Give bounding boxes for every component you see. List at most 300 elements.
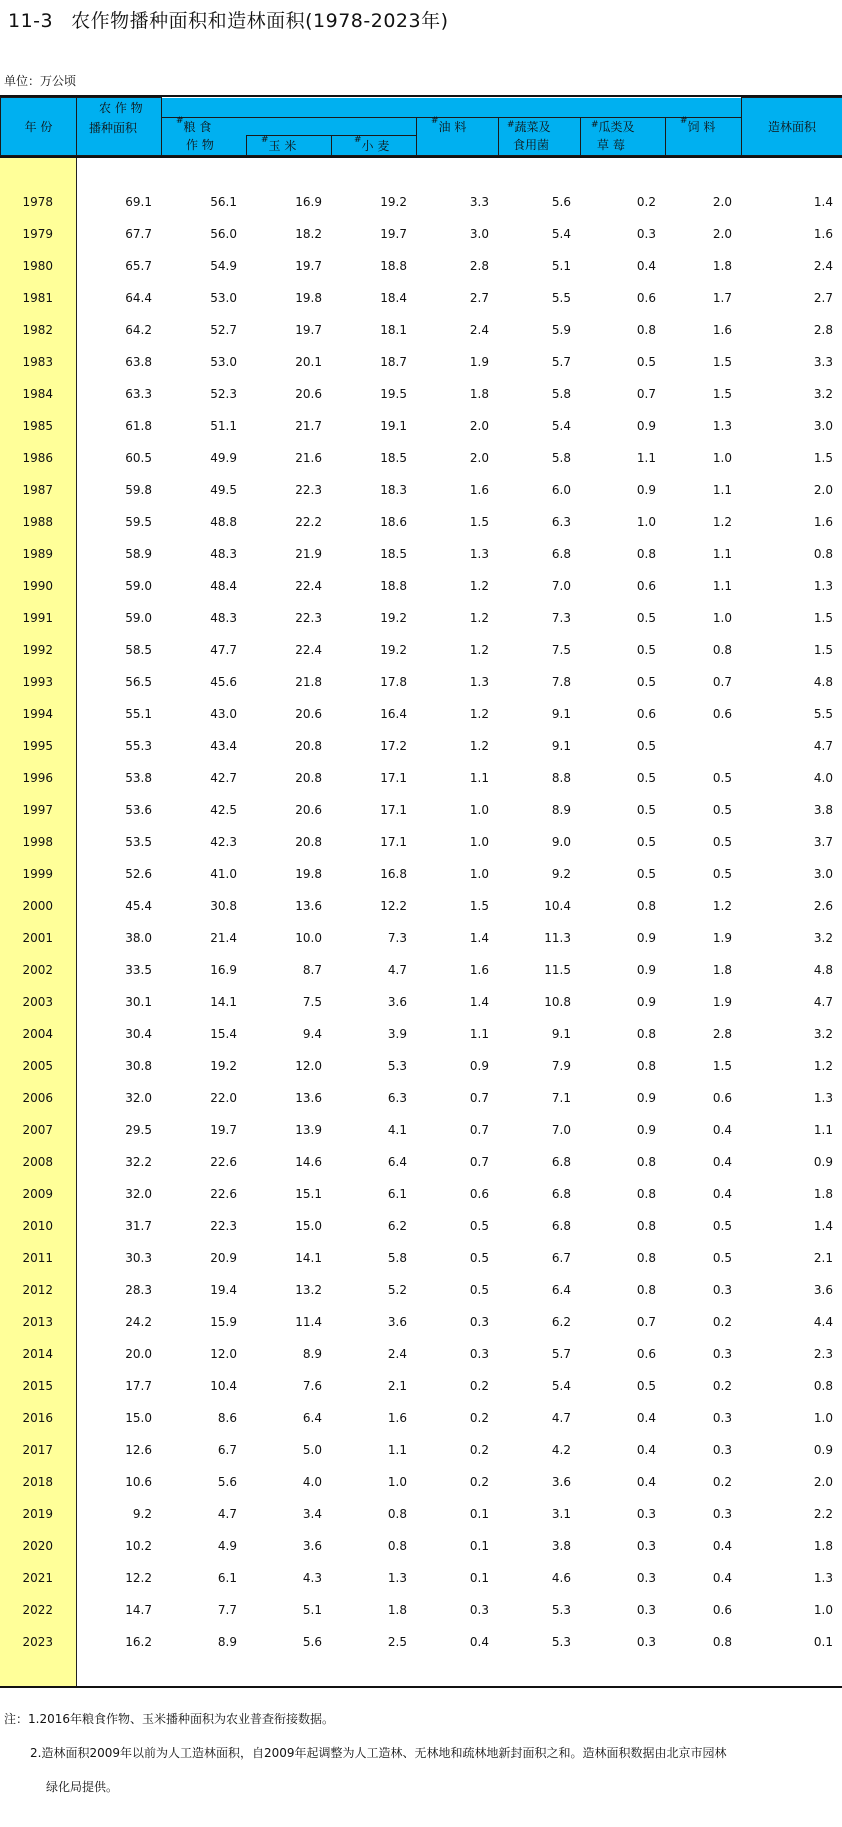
value-cell: 65.7: [125, 259, 152, 273]
value-cell: 4.9: [217, 1539, 237, 1553]
value-cell: 67.7: [125, 227, 152, 241]
value-cell: 5.3: [551, 1603, 571, 1617]
year-cell: 2001: [0, 922, 76, 954]
year-cell: 1994: [0, 698, 76, 730]
value-cell: 30.8: [125, 1059, 152, 1073]
value-cell: 16.8: [380, 867, 407, 881]
value-cell: 3.1: [551, 1507, 571, 1521]
value-cell: 17.1: [380, 803, 407, 817]
year-cell: 2010: [0, 1210, 76, 1242]
value-cell: 6.3: [551, 515, 571, 529]
value-cell: 0.9: [636, 1123, 656, 1137]
corn-mark: #: [261, 135, 269, 145]
value-cell: 3.2: [813, 1027, 833, 1041]
value-cell: 45.6: [210, 675, 237, 689]
table-row: [0, 1370, 842, 1402]
value-cell: 1.8: [387, 1603, 407, 1617]
value-cell: 7.3: [551, 611, 571, 625]
value-cell: 48.4: [210, 579, 237, 593]
value-cell: 59.0: [125, 611, 152, 625]
value-cell: 0.6: [712, 1603, 732, 1617]
table-row: [0, 890, 842, 922]
value-cell: 19.7: [295, 323, 322, 337]
value-cell: 0.5: [712, 867, 732, 881]
header-wheat: #小 麦: [332, 136, 417, 156]
value-cell: 24.2: [125, 1315, 152, 1329]
table-row: [0, 1466, 842, 1498]
value-cell: 7.5: [302, 995, 322, 1009]
value-cell: 6.2: [387, 1219, 407, 1233]
table-row: [0, 794, 842, 826]
value-cell: 20.6: [295, 387, 322, 401]
year-cell: 1987: [0, 474, 76, 506]
value-cell: 9.1: [551, 739, 571, 753]
value-cell: 9.2: [551, 867, 571, 881]
value-cell: 54.9: [210, 259, 237, 273]
value-cell: 3.0: [813, 867, 833, 881]
value-cell: 1.3: [813, 579, 833, 593]
value-cell: 10.4: [210, 1379, 237, 1393]
value-cell: 38.0: [125, 931, 152, 945]
value-cell: 2.3: [813, 1347, 833, 1361]
value-cell: 0.7: [636, 387, 656, 401]
year-cell: 2020: [0, 1530, 76, 1562]
value-cell: 0.5: [636, 1379, 656, 1393]
value-cell: 0.8: [387, 1539, 407, 1553]
value-cell: 0.8: [712, 1635, 732, 1649]
value-cell: 0.2: [636, 195, 656, 209]
year-cell: 1988: [0, 506, 76, 538]
value-cell: 30.3: [125, 1251, 152, 1265]
year-cell: 2014: [0, 1338, 76, 1370]
header-melon: #瓜类及 草 莓: [581, 118, 666, 156]
value-cell: 20.9: [210, 1251, 237, 1265]
value-cell: 12.2: [125, 1571, 152, 1585]
value-cell: 0.3: [712, 1411, 732, 1425]
value-cell: 0.3: [636, 1571, 656, 1585]
value-cell: 5.4: [551, 419, 571, 433]
value-cell: 19.1: [380, 419, 407, 433]
value-cell: 13.9: [295, 1123, 322, 1137]
value-cell: 47.7: [210, 643, 237, 657]
value-cell: 20.8: [295, 771, 322, 785]
value-cell: 5.7: [551, 1347, 571, 1361]
value-cell: 45.4: [125, 899, 152, 913]
value-cell: 1.0: [469, 835, 489, 849]
table-row: [0, 730, 842, 762]
value-cell: 2.0: [813, 1475, 833, 1489]
value-cell: 0.3: [636, 1635, 656, 1649]
value-cell: 0.5: [636, 739, 656, 753]
table-row: [0, 1594, 842, 1626]
header-feed: #饲 料: [666, 118, 742, 156]
value-cell: 43.4: [210, 739, 237, 753]
value-cell: 0.9: [469, 1059, 489, 1073]
table-row: [0, 922, 842, 954]
value-cell: 6.1: [217, 1571, 237, 1585]
melon-mark: #: [591, 120, 599, 130]
value-cell: 1.6: [813, 515, 833, 529]
value-cell: 18.7: [380, 355, 407, 369]
year-cell: 2004: [0, 1018, 76, 1050]
value-cell: 10.6: [125, 1475, 152, 1489]
table-row: [0, 1530, 842, 1562]
value-cell: 2.8: [712, 1027, 732, 1041]
value-cell: 0.8: [636, 1155, 656, 1169]
value-cell: 0.6: [636, 291, 656, 305]
value-cell: 20.8: [295, 835, 322, 849]
value-cell: 7.1: [551, 1091, 571, 1105]
value-cell: 4.1: [387, 1123, 407, 1137]
value-cell: 15.0: [125, 1411, 152, 1425]
table-bottom-rule: [0, 1686, 842, 1688]
value-cell: 5.3: [387, 1059, 407, 1073]
value-cell: 2.0: [469, 419, 489, 433]
value-cell: 52.3: [210, 387, 237, 401]
value-cell: 22.4: [295, 579, 322, 593]
value-cell: 0.1: [813, 1635, 833, 1649]
value-cell: 1.5: [813, 643, 833, 657]
value-cell: 4.4: [813, 1315, 833, 1329]
table-row: [0, 1114, 842, 1146]
value-cell: 0.2: [712, 1475, 732, 1489]
value-cell: 6.4: [551, 1283, 571, 1297]
year-cell: 2009: [0, 1178, 76, 1210]
table-row: [0, 1338, 842, 1370]
table-row: [0, 762, 842, 794]
value-cell: 3.6: [302, 1539, 322, 1553]
value-cell: 53.0: [210, 355, 237, 369]
note-3: 绿化局提供。: [46, 1780, 119, 1794]
year-cell: 2008: [0, 1146, 76, 1178]
value-cell: 1.6: [469, 483, 489, 497]
value-cell: 0.8: [387, 1507, 407, 1521]
note-1: 注：1.2016年粮食作物、玉米播种面积为农业普查衔接数据。: [4, 1712, 334, 1726]
value-cell: 1.7: [712, 291, 732, 305]
table-row: [0, 1050, 842, 1082]
value-cell: 22.3: [295, 611, 322, 625]
value-cell: 0.5: [636, 803, 656, 817]
year-cell: 2011: [0, 1242, 76, 1274]
header-veg: #蔬菜及 食用菌: [499, 118, 581, 156]
value-cell: 2.7: [813, 291, 833, 305]
value-cell: 0.7: [469, 1155, 489, 1169]
value-cell: 7.0: [551, 579, 571, 593]
table-row: [0, 442, 842, 474]
value-cell: 0.9: [636, 483, 656, 497]
table-row: [0, 1242, 842, 1274]
value-cell: 0.1: [469, 1539, 489, 1553]
value-cell: 7.6: [302, 1379, 322, 1393]
value-cell: 12.0: [295, 1059, 322, 1073]
value-cell: 1.8: [712, 259, 732, 273]
value-cell: 1.5: [712, 1059, 732, 1073]
value-cell: 0.2: [469, 1379, 489, 1393]
value-cell: 1.3: [469, 547, 489, 561]
value-cell: 6.1: [387, 1187, 407, 1201]
wheat-mark: #: [354, 135, 362, 145]
value-cell: 1.1: [387, 1443, 407, 1457]
value-cell: 0.2: [469, 1443, 489, 1457]
value-cell: 3.4: [302, 1507, 322, 1521]
value-cell: 10.2: [125, 1539, 152, 1553]
table-row: [0, 826, 842, 858]
value-cell: 21.4: [210, 931, 237, 945]
year-cell: 2013: [0, 1306, 76, 1338]
value-cell: 3.3: [813, 355, 833, 369]
value-cell: 19.2: [380, 611, 407, 625]
value-cell: 0.4: [712, 1123, 732, 1137]
value-cell: 63.3: [125, 387, 152, 401]
value-cell: 0.8: [636, 1283, 656, 1297]
value-cell: 0.4: [712, 1571, 732, 1585]
value-cell: 58.5: [125, 643, 152, 657]
table-row: [0, 346, 842, 378]
value-cell: 1.8: [813, 1187, 833, 1201]
value-cell: 4.7: [551, 1411, 571, 1425]
value-cell: 0.4: [636, 1411, 656, 1425]
value-cell: 0.1: [469, 1571, 489, 1585]
value-cell: 1.5: [813, 451, 833, 465]
value-cell: 30.4: [125, 1027, 152, 1041]
value-cell: 4.7: [217, 1507, 237, 1521]
value-cell: 11.3: [544, 931, 571, 945]
value-cell: 5.6: [551, 195, 571, 209]
value-cell: 0.2: [712, 1315, 732, 1329]
value-cell: 52.6: [125, 867, 152, 881]
value-cell: 9.1: [551, 707, 571, 721]
value-cell: 7.3: [387, 931, 407, 945]
value-cell: 29.5: [125, 1123, 152, 1137]
value-cell: 6.7: [551, 1251, 571, 1265]
value-cell: 9.4: [302, 1027, 322, 1041]
value-cell: 1.1: [712, 579, 732, 593]
value-cell: 58.9: [125, 547, 152, 561]
value-cell: 3.6: [387, 995, 407, 1009]
value-cell: 14.7: [125, 1603, 152, 1617]
value-cell: 3.9: [387, 1027, 407, 1041]
value-cell: 7.0: [551, 1123, 571, 1137]
table-row: [0, 1210, 842, 1242]
table-number: 11-3: [8, 10, 54, 32]
year-cell: 1992: [0, 634, 76, 666]
table-row: [0, 858, 842, 890]
value-cell: 1.2: [712, 515, 732, 529]
value-cell: 13.6: [295, 1091, 322, 1105]
header-row-1: [1, 98, 842, 118]
value-cell: 48.3: [210, 611, 237, 625]
value-cell: 13.6: [295, 899, 322, 913]
value-cell: 6.8: [551, 1155, 571, 1169]
value-cell: 4.7: [387, 963, 407, 977]
table-row: [0, 282, 842, 314]
table-row: [0, 538, 842, 570]
table-row: [0, 1082, 842, 1114]
value-cell: 4.7: [813, 995, 833, 1009]
value-cell: 0.5: [636, 867, 656, 881]
value-cell: 18.4: [380, 291, 407, 305]
year-cell: 2007: [0, 1114, 76, 1146]
value-cell: 0.5: [469, 1219, 489, 1233]
value-cell: 49.9: [210, 451, 237, 465]
value-cell: 17.1: [380, 835, 407, 849]
value-cell: 2.1: [387, 1379, 407, 1393]
value-cell: 19.5: [380, 387, 407, 401]
value-cell: 0.9: [636, 419, 656, 433]
value-cell: 0.8: [636, 323, 656, 337]
value-cell: 11.5: [544, 963, 571, 977]
value-cell: 3.0: [469, 227, 489, 241]
value-cell: 0.6: [636, 707, 656, 721]
value-cell: 0.9: [813, 1443, 833, 1457]
value-cell: 5.1: [551, 259, 571, 273]
value-cell: 33.5: [125, 963, 152, 977]
value-cell: 6.0: [551, 483, 571, 497]
value-cell: 0.5: [712, 1251, 732, 1265]
value-cell: 3.3: [469, 195, 489, 209]
value-cell: 48.8: [210, 515, 237, 529]
value-cell: 2.4: [387, 1347, 407, 1361]
value-cell: 0.7: [636, 1315, 656, 1329]
value-cell: 0.5: [636, 355, 656, 369]
value-cell: 1.0: [712, 611, 732, 625]
value-cell: 0.7: [469, 1123, 489, 1137]
value-cell: 0.5: [636, 611, 656, 625]
header-corn: #玉 米: [247, 136, 332, 156]
header-forest: 造林面积: [742, 98, 842, 156]
value-cell: 6.4: [387, 1155, 407, 1169]
value-cell: 1.1: [636, 451, 656, 465]
value-cell: 0.5: [636, 675, 656, 689]
value-cell: 1.9: [712, 995, 732, 1009]
value-cell: 0.4: [636, 1443, 656, 1457]
value-cell: 20.6: [295, 803, 322, 817]
value-cell: 9.2: [132, 1507, 152, 1521]
value-cell: 1.5: [712, 387, 732, 401]
table-row: [0, 1178, 842, 1210]
value-cell: 0.3: [712, 1443, 732, 1457]
value-cell: 64.2: [125, 323, 152, 337]
note-2: 2.造林面积2009年以前为人工造林面积，自2009年起调整为人工造林、无林地和疏林地新封面积之和。造林面积数据由北京市园林: [30, 1746, 727, 1760]
value-cell: 2.5: [387, 1635, 407, 1649]
year-cell: 1989: [0, 538, 76, 570]
veg-mark: #: [507, 120, 515, 130]
value-cell: 5.8: [387, 1251, 407, 1265]
value-cell: 1.3: [813, 1571, 833, 1585]
value-cell: 49.5: [210, 483, 237, 497]
header-crop-top: 农 作 物: [77, 98, 162, 118]
value-cell: 5.5: [551, 291, 571, 305]
value-cell: 10.4: [544, 899, 571, 913]
value-cell: 0.2: [469, 1475, 489, 1489]
value-cell: 3.6: [551, 1475, 571, 1489]
value-cell: 1.2: [469, 739, 489, 753]
value-cell: 1.2: [469, 707, 489, 721]
feed-mark: #: [680, 116, 688, 126]
value-cell: 18.2: [295, 227, 322, 241]
table-row: [0, 186, 842, 218]
value-cell: 0.3: [712, 1347, 732, 1361]
value-cell: 63.8: [125, 355, 152, 369]
value-cell: 0.9: [636, 931, 656, 945]
value-cell: 0.9: [813, 1155, 833, 1169]
value-cell: 2.2: [813, 1507, 833, 1521]
value-cell: 5.2: [387, 1283, 407, 1297]
value-cell: 0.9: [636, 963, 656, 977]
value-cell: 0.5: [469, 1283, 489, 1297]
year-cell: 2016: [0, 1402, 76, 1434]
value-cell: 2.0: [813, 483, 833, 497]
grain-label-2: 作 物: [162, 136, 247, 156]
value-cell: 4.3: [302, 1571, 322, 1585]
value-cell: 0.6: [712, 707, 732, 721]
value-cell: 0.4: [469, 1635, 489, 1649]
value-cell: 21.9: [295, 547, 322, 561]
value-cell: 5.7: [551, 355, 571, 369]
value-cell: 15.0: [295, 1219, 322, 1233]
value-cell: 16.9: [210, 963, 237, 977]
value-cell: 42.3: [210, 835, 237, 849]
value-cell: 5.4: [551, 1379, 571, 1393]
value-cell: 14.1: [210, 995, 237, 1009]
table-row: [0, 1274, 842, 1306]
year-cell: 1980: [0, 250, 76, 282]
value-cell: 2.1: [813, 1251, 833, 1265]
value-cell: 9.1: [551, 1027, 571, 1041]
value-cell: 0.2: [712, 1379, 732, 1393]
value-cell: 3.8: [551, 1539, 571, 1553]
header-table: [0, 97, 842, 156]
value-cell: 1.9: [712, 931, 732, 945]
year-cell: 1983: [0, 346, 76, 378]
value-cell: 0.5: [712, 803, 732, 817]
value-cell: 8.9: [302, 1347, 322, 1361]
year-cell: 2003: [0, 986, 76, 1018]
value-cell: 53.0: [210, 291, 237, 305]
value-cell: 53.5: [125, 835, 152, 849]
value-cell: 0.3: [469, 1315, 489, 1329]
value-cell: 55.1: [125, 707, 152, 721]
value-cell: 6.8: [551, 1219, 571, 1233]
value-cell: 0.8: [813, 547, 833, 561]
value-cell: 15.4: [210, 1027, 237, 1041]
value-cell: 5.1: [302, 1603, 322, 1617]
table-row: [0, 1626, 842, 1658]
table-row: [0, 506, 842, 538]
value-cell: 17.1: [380, 771, 407, 785]
data-table-wrap: [0, 95, 842, 1686]
value-cell: 5.3: [551, 1635, 571, 1649]
value-cell: 0.6: [712, 1091, 732, 1105]
value-cell: 12.0: [210, 1347, 237, 1361]
value-cell: 5.0: [302, 1443, 322, 1457]
value-cell: 10.8: [544, 995, 571, 1009]
value-cell: 0.8: [636, 547, 656, 561]
value-cell: 43.0: [210, 707, 237, 721]
value-cell: 0.6: [636, 1347, 656, 1361]
value-cell: 22.6: [210, 1155, 237, 1169]
value-cell: 64.4: [125, 291, 152, 305]
value-cell: 1.0: [469, 867, 489, 881]
value-cell: 0.6: [636, 579, 656, 593]
year-cell: 2021: [0, 1562, 76, 1594]
value-cell: 61.8: [125, 419, 152, 433]
value-cell: 0.4: [636, 1475, 656, 1489]
value-cell: 1.5: [469, 899, 489, 913]
value-cell: 1.1: [712, 547, 732, 561]
value-cell: 1.9: [469, 355, 489, 369]
value-cell: 16.4: [380, 707, 407, 721]
